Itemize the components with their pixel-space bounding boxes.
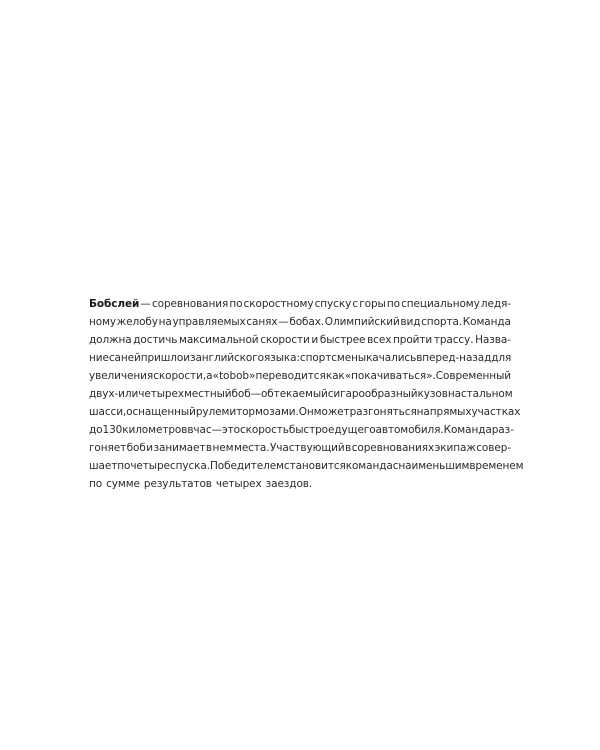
paragraph-word: едущего: [328, 424, 376, 436]
paragraph-word: в: [187, 424, 194, 436]
paragraph-word: Современный: [435, 370, 511, 382]
paragraph-word: 130: [102, 424, 123, 436]
paragraph-word: —: [250, 388, 261, 400]
paragraph-word: по: [386, 298, 400, 310]
paragraph-word: переводится: [255, 370, 326, 382]
paragraph-word: максимальной: [179, 334, 259, 346]
paragraph-word: скорости: [260, 334, 310, 346]
paragraph-line: [89, 295, 511, 313]
paragraph-word: Участвующий: [269, 442, 345, 454]
paragraph-word: достичь: [133, 334, 178, 346]
paragraph-word: разгоняться: [349, 406, 417, 418]
paragraph-word: до: [89, 424, 103, 436]
paragraph-word: тормозами.: [236, 406, 299, 418]
paragraph-word: по: [89, 478, 103, 490]
paragraph-line: [89, 367, 511, 385]
paragraph-word: а: [206, 370, 213, 382]
paragraph-word: скорости,: [153, 370, 207, 382]
paragraph-word: соревнования: [151, 298, 229, 310]
paragraph-word: сигарообразный: [327, 388, 418, 400]
paragraph-word: горы: [359, 298, 386, 310]
paragraph-line: [89, 421, 514, 439]
paragraph-word: рулем: [195, 406, 230, 418]
paragraph-word: места.: [234, 442, 270, 454]
paragraph-word: специальному: [401, 298, 480, 310]
paragraph-word: это: [221, 424, 240, 436]
paragraph-word: автомобиля.: [375, 424, 444, 436]
paragraph-word: Назва-: [475, 334, 511, 346]
paragraph-line: [89, 403, 521, 421]
article-paragraph: [89, 295, 524, 493]
paragraph-word: качались: [366, 352, 417, 364]
paragraph-word: становится: [283, 460, 346, 472]
paragraph-word: Олимпийский: [324, 316, 400, 328]
paragraph-word: сумме: [106, 478, 140, 490]
paragraph-word: четырех: [215, 478, 262, 490]
paragraph-word: или: [118, 388, 139, 400]
paragraph-word: занимает: [153, 442, 206, 454]
paragraph-word: языка:: [264, 352, 300, 364]
paragraph-line: [89, 349, 511, 367]
paragraph-word: «to: [212, 370, 230, 382]
paragraph-line: [89, 331, 511, 349]
paragraph-word: на: [416, 406, 430, 418]
paragraph-word: саней: [108, 352, 141, 364]
paragraph-word: скоростному: [243, 298, 314, 310]
paragraph-word: наименьшим: [398, 460, 470, 472]
paragraph-word: по: [117, 460, 131, 472]
paragraph-word: пришло: [140, 352, 184, 364]
paragraph-word: с: [352, 298, 359, 310]
paragraph-word: вид: [400, 316, 421, 328]
paragraph-term: Бобслей: [89, 298, 140, 310]
paragraph-word: Команда: [443, 424, 492, 436]
paragraph-word: в: [205, 442, 212, 454]
paragraph-word: как: [325, 370, 345, 382]
paragraph-word: Победителем: [209, 460, 284, 472]
paragraph-word: увеличения: [89, 370, 154, 382]
paragraph-word: из: [183, 352, 196, 364]
paragraph-word: английского: [195, 352, 264, 364]
paragraph-word: «покачиваться».: [344, 370, 436, 382]
paragraph-word: нем: [212, 442, 234, 454]
paragraph-word: управляемых: [172, 316, 246, 328]
paragraph-word: bob»: [229, 370, 256, 382]
paragraph-word: скорость: [239, 424, 289, 436]
paragraph-word: трассу.: [433, 334, 474, 346]
paragraph-word: —: [278, 316, 289, 328]
paragraph-word: ледя-: [480, 298, 511, 310]
paragraph-word: боб: [126, 442, 146, 454]
paragraph-word: для: [491, 352, 512, 364]
paragraph-word: желобу: [116, 316, 158, 328]
paragraph-word: команда: [345, 460, 393, 472]
paragraph-word: спуска.: [169, 460, 210, 472]
paragraph-word: обтекаемый: [260, 388, 328, 400]
paragraph-word: ному: [89, 316, 117, 328]
paragraph-word: должна: [89, 334, 132, 346]
paragraph-line: [89, 439, 511, 457]
paragraph-word: и: [146, 442, 153, 454]
paragraph-word: на: [447, 388, 461, 400]
paragraph-word: раз-: [491, 424, 514, 436]
paragraph-line: [89, 313, 511, 331]
paragraph-word: двух-: [89, 388, 119, 400]
paragraph-word: на: [158, 316, 172, 328]
paragraph-word: в: [345, 442, 352, 454]
paragraph-word: час: [193, 424, 212, 436]
paragraph-word: четыре: [130, 460, 170, 472]
paragraph-word: шает: [89, 460, 118, 472]
paragraph-word: быстро: [288, 424, 329, 436]
paragraph-word: боб: [231, 388, 251, 400]
paragraph-word: экипаж: [434, 442, 476, 454]
paragraph-word: гоняет: [89, 442, 127, 454]
paragraph-word: по: [229, 298, 243, 310]
paragraph-word: спорта.: [421, 316, 463, 328]
paragraph-word: Команда: [462, 316, 511, 328]
paragraph-word: результатов: [143, 478, 212, 490]
paragraph-word: —: [211, 424, 222, 436]
paragraph-line: [89, 385, 511, 403]
paragraph-word: и: [229, 406, 237, 418]
paragraph-line: [89, 475, 511, 493]
paragraph-word: и: [311, 334, 319, 346]
paragraph-word: ние: [89, 352, 109, 364]
paragraph-word: прямых: [429, 406, 472, 418]
paragraph-word: бобах.: [289, 316, 325, 328]
paragraph-word: шасси,: [89, 406, 127, 418]
paragraph-word: всех: [367, 334, 392, 346]
paragraph-word: —: [140, 298, 151, 310]
paragraph-word: с: [392, 460, 399, 472]
paragraph-word: четырехместный: [138, 388, 232, 400]
paragraph-word: соревнованиях: [351, 442, 435, 454]
paragraph-word: Он: [298, 406, 314, 418]
paragraph-word: пройти: [393, 334, 433, 346]
paragraph-word: может: [313, 406, 350, 418]
paragraph-word: оснащенный: [126, 406, 196, 418]
paragraph-word: санях: [246, 316, 278, 328]
paragraph-word: спортсмены: [299, 352, 367, 364]
paragraph-word: стальном: [460, 388, 513, 400]
paragraph-line: [89, 457, 524, 475]
paragraph-word: кузов: [417, 388, 448, 400]
paragraph-word: временем: [469, 460, 524, 472]
paragraph-word: заездов.: [265, 478, 313, 490]
paragraph-word: участках: [471, 406, 521, 418]
paragraph-word: спуску: [314, 298, 352, 310]
paragraph-word: совер-: [476, 442, 511, 454]
paragraph-word: вперед-назад: [416, 352, 492, 364]
paragraph-word: километров: [122, 424, 188, 436]
paragraph-word: быстрее: [319, 334, 366, 346]
